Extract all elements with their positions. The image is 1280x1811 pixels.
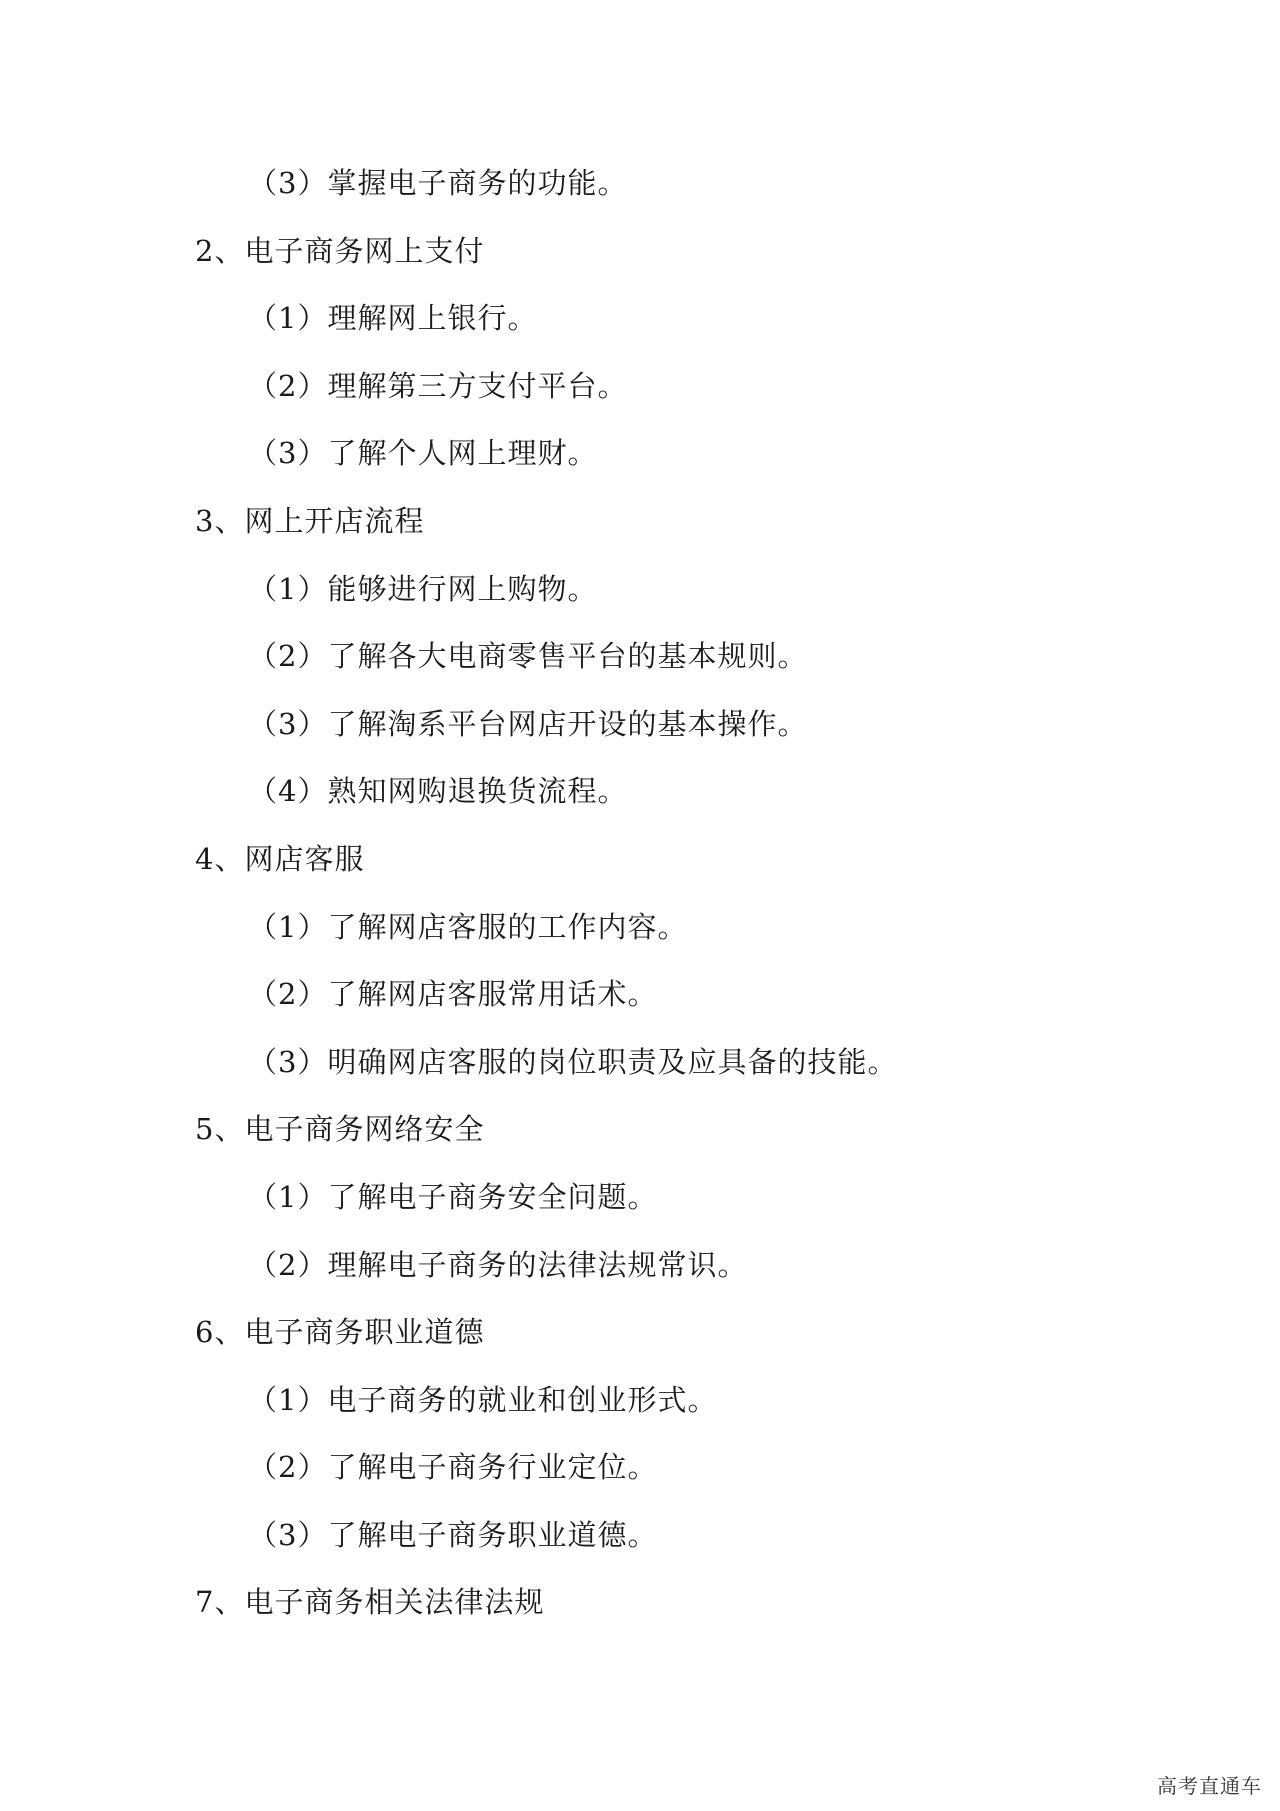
section-heading: 5、电子商务网络安全 [195, 1112, 485, 1147]
watermark-text: 高考直通车 [1157, 1774, 1262, 1798]
list-item: （2）理解电子商务的法律法规常识。 [248, 1247, 748, 1282]
list-item: （1）了解电子商务安全问题。 [248, 1179, 658, 1214]
section-heading: 6、电子商务职业道德 [195, 1315, 485, 1350]
list-item: （4）熟知网购退换货流程。 [248, 774, 628, 809]
document-body [195, 150, 1195, 1637]
section-heading: 7、电子商务相关法律法规 [195, 1585, 545, 1620]
list-item: （1）电子商务的就业和创业形式。 [248, 1382, 718, 1417]
section-heading: 2、电子商务网上支付 [195, 233, 485, 268]
list-item: （3）了解个人网上理财。 [248, 436, 598, 471]
list-item: （1）了解网店客服的工作内容。 [248, 909, 688, 944]
list-item: （2）了解电子商务行业定位。 [248, 1450, 658, 1485]
list-item: （3）明确网店客服的岗位职责及应具备的技能。 [248, 1044, 898, 1079]
list-item: （1）理解网上银行。 [248, 301, 538, 336]
list-item: （3）掌握电子商务的功能。 [248, 166, 628, 200]
list-item: （1）能够进行网上购物。 [248, 571, 598, 606]
list-item: （2）理解第三方支付平台。 [248, 368, 628, 403]
section-heading: 3、网上开店流程 [195, 503, 425, 538]
list-item: （2）了解网店客服常用话术。 [248, 977, 658, 1012]
list-item: （2）了解各大电商零售平台的基本规则。 [248, 639, 808, 674]
list-item: （3）了解淘系平台网店开设的基本操作。 [248, 706, 808, 741]
section-heading: 4、网店客服 [195, 841, 365, 876]
list-item: （3）了解电子商务职业道德。 [248, 1517, 658, 1552]
